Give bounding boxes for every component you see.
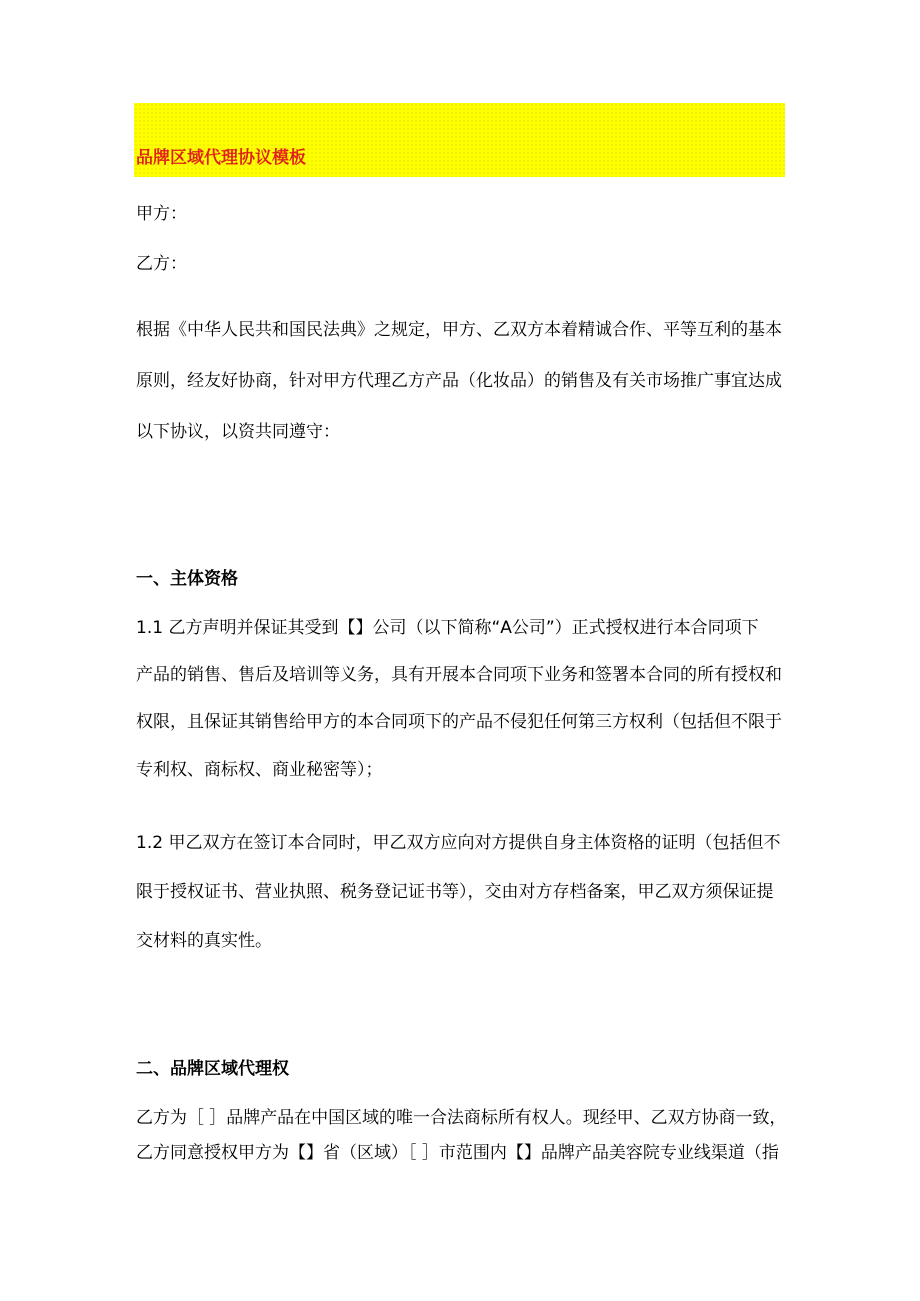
paragraph-line: 乙方同意授权甲方为【】省（区域）［ ］市范围内【】品牌产品美容院专业线渠道（指 [136,1143,779,1163]
section-heading: 二、品牌区域代理权 [136,1059,289,1079]
clause-line: 1.2 甲乙双方在签订本合同时，甲乙双方应向对方提供自身主体资格的证明（包括但不 [136,833,781,853]
clause-line: 权限，且保证其销售给甲方的本合同项下的产品不侵犯任何第三方权利（包括但不限于 [136,712,782,732]
party-b-label: 乙方： [136,254,187,274]
preamble-line: 以下协议，以资共同遵守： [136,422,340,442]
clause-line: 产品的销售、售后及培训等义务，具有开展本合同项下业务和签署本合同的所有授权和 [136,665,782,685]
section-heading: 一、主体资格 [136,569,238,589]
document-title: 品牌区域代理协议模板 [136,148,306,168]
paragraph-line: 乙方为［ ］品牌产品在中国区域的唯一合法商标所有权人。现经甲、乙双方协商一致， [136,1108,787,1128]
title-highlight [134,103,785,177]
clause-line: 专利权、商标权、商业秘密等）； [136,760,383,780]
party-a-label: 甲方： [136,204,187,224]
preamble-line: 根据《中华人民共和国民法典》之规定，甲方、乙双方本着精诚合作、平等互利的基本 [136,320,782,340]
clause-line: 1.1 乙方声明并保证其受到【】公司（以下简称“A公司”）正式授权进行本合同项下 [136,618,759,638]
clause-line: 限于授权证书、营业执照、税务登记证书等），交由对方存档备案，甲乙双方须保证提 [136,882,774,902]
clause-line: 交材料的真实性。 [136,931,272,951]
preamble-line: 原则，经友好协商，针对甲方代理乙方产品（化妆品）的销售及有关市场推广事宜达成 [136,371,782,391]
